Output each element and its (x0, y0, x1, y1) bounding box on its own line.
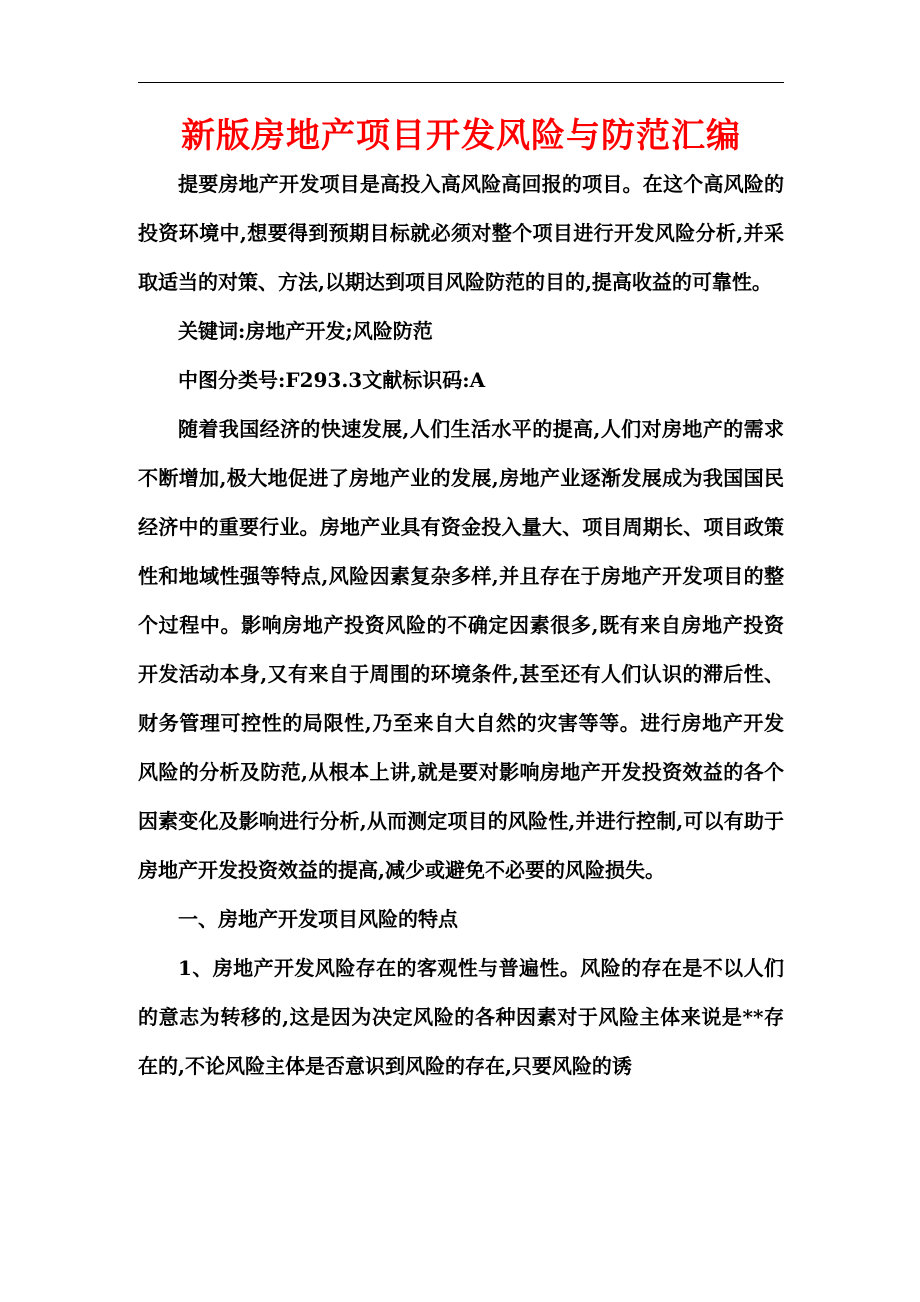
keywords-paragraph: 关键词:房地产开发;风险防范 (178, 319, 433, 343)
document-body (138, 160, 784, 1091)
header-rule (138, 82, 784, 83)
section-heading: 一、房地产开发项目风险的特点 (178, 907, 458, 931)
document-title: 新版房地产项目开发风险与防范汇编 (181, 116, 741, 156)
abstract-paragraph: 提要房地产开发项目是高投入高风险高回报的项目。在这个高风险的投资环境中,想要得到预期目标就必须对整个项目进行开发风险分析,并采取适当的对策、方法,以期达到项目风险防范的目的,提高收益的可靠性。 (138, 172, 784, 294)
intro-paragraph: 随着我国经济的快速发展,人们生活水平的提高,人们对房地产的需求不断增加,极大地促进了房地产业的发展,房地产业逐渐发展成为我国国民经济中的重要行业。房地产业具有资金投入量大、项目周期长、项目政策性和地域性强等特点,风险因素复杂多样,并且存在于房地产开发项目的整个过程中。影响房地产投资风险的不确定因素很多,既有来自房地产投资开发活动本身,又有来自于周围的环境条件,甚至还有人们认识的滞后性、财务管理可控性的局限性,乃至来自大自然的灾害等等。进行房地产开发风险的分析及防范,从根本上讲,就是要对影响房地产开发投资效益的各个因素变化及影响进行分析,从而测定项目的风险性,并进行控制,可以有助于房地产开发投资效益的提高,减少或避免不必要的风险损失。 (138, 417, 784, 882)
section-paragraph: 1、房地产开发风险存在的客观性与普遍性。风险的存在是不以人们的意志为转移的,这是因为决定风险的各种因素对于风险主体来说是**存在的,不论风险主体是否意识到风险的存在,只要风险的诱 (138, 956, 784, 1078)
classification-paragraph: 中图分类号:F293.3文献标识码:A (178, 368, 486, 392)
